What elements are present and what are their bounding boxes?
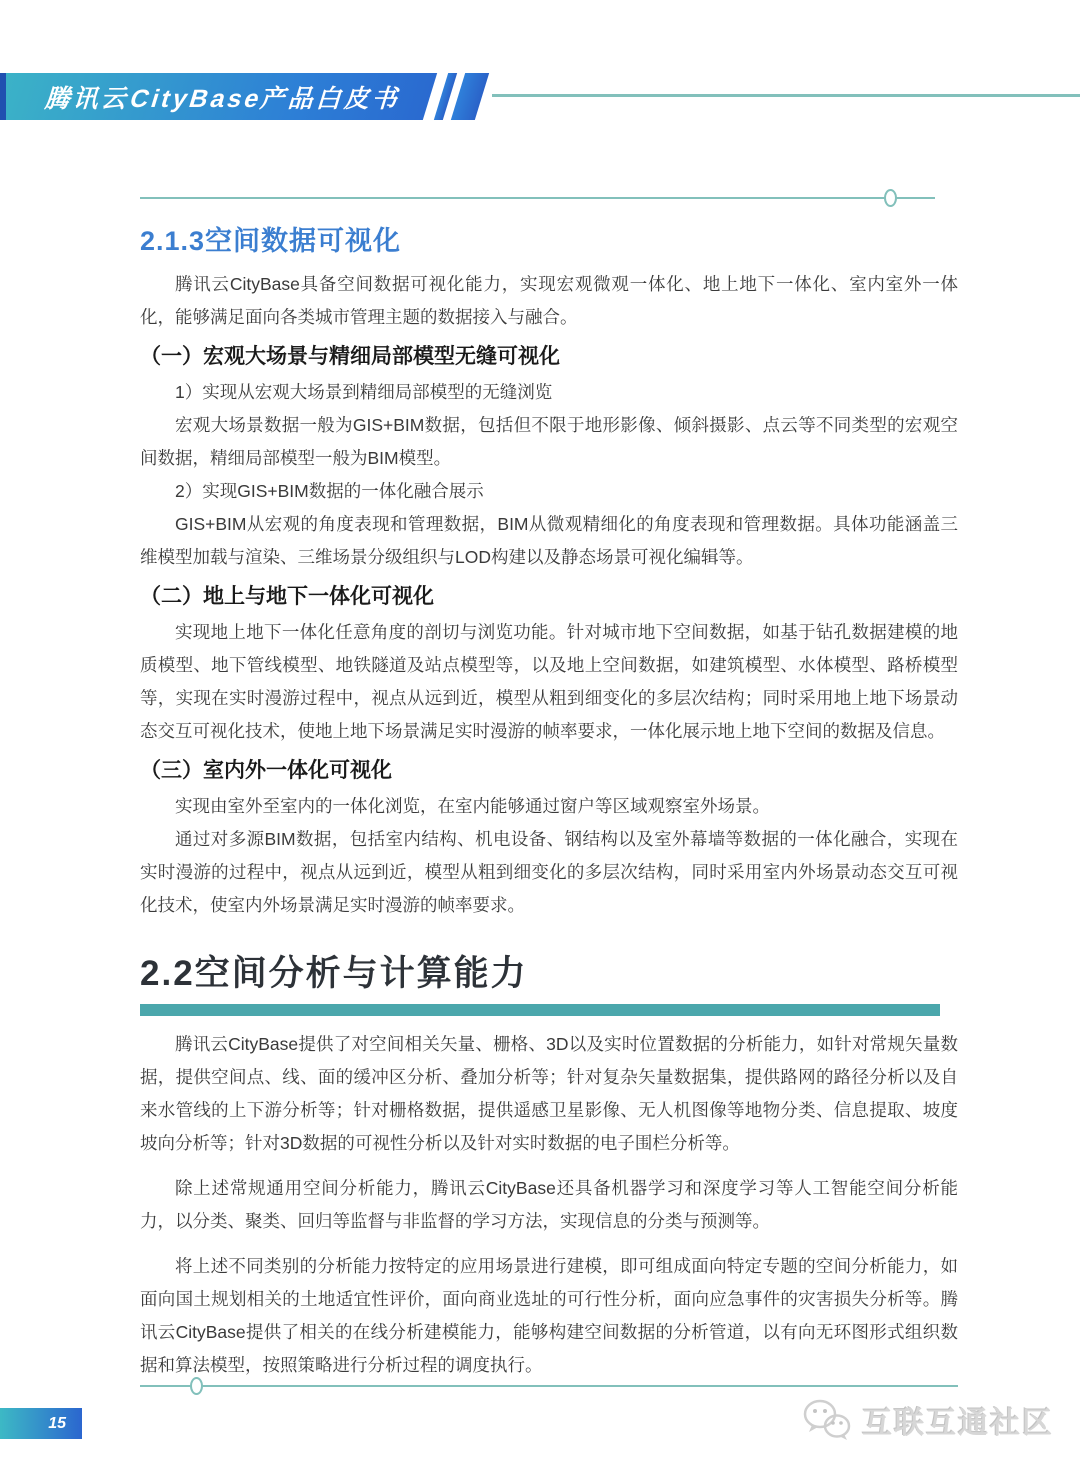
divider-ring-icon [190, 1377, 203, 1395]
subsection-title-2: （二）地上与地下一体化可视化 [140, 585, 434, 608]
section-title-22: 2.2空间分析与计算能力 [140, 954, 528, 993]
paragraph-sub1-2: GIS+BIM从宏观的角度表现和管理数据，BIM从微观精细化的角度表现和管理数据。具体功能涵盖三维模型加载与渲染、三维场景分级组织与LOD构建以及静态场景可视化编辑等。 [140, 514, 958, 567]
list-item-2: 2）实现GIS+BIM数据的一体化融合展示 [175, 481, 484, 501]
paragraph-sub1-1: 宏观大场景数据一般为GIS+BIM数据，包括但不限于地形影像、倾斜摄影、点云等不同类型的宏观空间数据，精细局部模型一般为BIM模型。 [140, 415, 958, 468]
document-title: 腾讯云CityBase产品白皮书 [42, 84, 407, 113]
subsection-title-3: （三）室内外一体化可视化 [140, 759, 392, 782]
watermark [802, 1396, 1054, 1444]
paragraph-sub3-1: 实现由室外至室内的一体化浏览，在室内能够通过窗户等区域观察室外场景。 [175, 796, 770, 816]
page-content [140, 222, 958, 1382]
section-divider-top [140, 197, 935, 199]
list-item-1: 1）实现从宏观大场景到精细局部模型的无缝浏览 [175, 382, 553, 402]
section-title-213: 2.1.3空间数据可视化 [140, 226, 402, 256]
banner-left-accent [0, 73, 6, 120]
page-number: 15 [48, 1415, 66, 1432]
paragraph-22-3: 将上述不同类别的分析能力按特定的应用场景进行建模，即可组成面向特定专题的空间分析能力，如面向国土规划相关的土地适宜性评价，面向商业选址的可行性分析，面向应急事件的灾害损失分析等。腾讯云CityBase提供了相关的在线分析建模能力，能够构建空间数据的分析管道，以有向无环图形式组织数据和算法模型，按照策略进行分析过程的调度执行。 [140, 1256, 958, 1375]
header-rule [492, 94, 1080, 97]
watermark-label: 互联互通社区 [862, 1407, 1054, 1440]
wechat-icon [802, 1398, 854, 1442]
paragraph-22-2: 除上述常规通用空间分析能力，腾讯云CityBase还具备机器学习和深度学习等人工智能空间分析能力，以分类、聚类、回归等监督与非监督的学习方法，实现信息的分类与预测等。 [140, 1178, 958, 1231]
paragraph-intro-213: 腾讯云CityBase具备空间数据可视化能力，实现宏观微观一体化、地上地下一体化、室内室外一体化，能够满足面向各类城市管理主题的数据接入与融合。 [140, 274, 958, 327]
paragraph-22-1: 腾讯云CityBase提供了对空间相关矢量、栅格、3D以及实时位置数据的分析能力，如针对常规矢量数据，提供空间点、线、面的缓冲区分析、叠加分析等；针对复杂矢量数据集，提供路网的路径分析以及自来水管线的上下游分析等；针对栅格数据，提供遥感卫星影像、无人机图像等地物分类、信息提取、坡度坡向分析等；针对3D数据的可视性分析以及针对实时数据的电子围栏分析等。 [140, 1034, 958, 1153]
paragraph-sub3-2: 通过对多源BIM数据，包括室内结构、机电设备、钢结构以及室外幕墙等数据的一体化融合，实现在实时漫游的过程中，视点从远到近，模型从粗到细变化的多层次结构，同时采用室内外场景动态交互可视化技术，使室内外场景满足实时漫游的帧率要求。 [140, 829, 958, 915]
subsection-title-1: （一）宏观大场景与精细局部模型无缝可视化 [140, 345, 560, 368]
page-number-badge [0, 1408, 82, 1439]
paragraph-sub2-1: 实现地上地下一体化任意角度的剖切与浏览功能。针对城市地下空间数据，如基于钻孔数据建模的地质模型、地下管线模型、地铁隧道及站点模型等，以及地上空间数据，如建筑模型、水体模型、路桥模型等，实现在实时漫游过程中，视点从远到近，模型从粗到细变化的多层次结构；同时采用地上地下场景动态交互可视化技术，使地上地下场景满足实时漫游的帧率要求，一体化展示地上地下空间的数据及信息。 [140, 622, 958, 741]
banner-stripe-wide [451, 73, 489, 120]
section-divider-bottom [140, 1385, 958, 1387]
header-banner [0, 73, 437, 120]
section-underline-bar [140, 1004, 940, 1016]
divider-ring-icon [884, 189, 897, 207]
